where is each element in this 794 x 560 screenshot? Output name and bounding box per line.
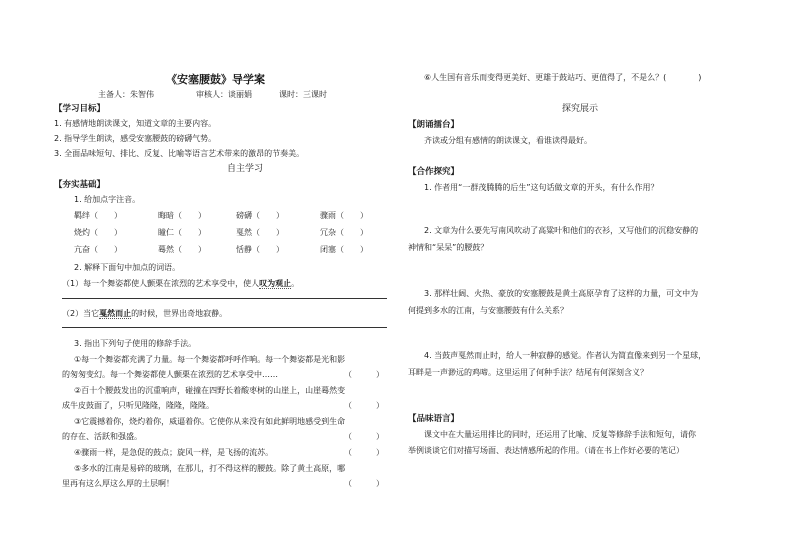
objective-item: 2. 指导学生朗读，感受安塞腰鼓的磅礴气势。	[54, 134, 217, 143]
explain-item-1-pre: （1）每一个舞姿都使人颤栗在浓烈的艺术享受中，使人	[62, 279, 260, 288]
language-text-cont: 举例谈谈它们对描写场面、表达情感所起的作用。（请在书上作好必要的笔记）	[408, 446, 684, 455]
reading-heading: 【朗诵擂台】	[408, 120, 460, 130]
cooperation-question-1: 1. 作者用“一群茂腾腾的后生”这句话做文章的开头，有什么作用？	[424, 183, 659, 192]
rhetoric-sentence-5-cont: 里再有这么厚这么厚的土层啊！	[62, 479, 174, 488]
author-label: 主备人：朱智伟	[98, 90, 154, 99]
pinyin-item: 骤雨（ ）	[320, 211, 368, 220]
rhetoric-sentence-4: ④骤雨一样，是急促的鼓点；旋风一样，是飞扬的流苏。	[74, 448, 274, 457]
explain-item-2-post: 的时候，世界出奇地寂静。	[131, 309, 228, 318]
explain-item-1	[62, 280, 299, 288]
cooperation-question-2-cont: 神情和“呆呆”的腰鼓？	[408, 243, 489, 252]
pinyin-item: 蓦然（ ）	[158, 245, 206, 254]
pinyin-item: 瞳仁（ ）	[158, 228, 206, 237]
objective-item: 3. 全面品味短句、排比、反复、比喻等语言艺术带来的激昂的节奏美。	[54, 149, 305, 158]
pinyin-item: 磅礴（ ）	[236, 211, 284, 220]
pinyin-item: 羁绊（ ）	[74, 211, 122, 220]
pinyin-item: 恬静（ ）	[236, 245, 284, 254]
basics-heading: 【夯实基础】	[54, 180, 106, 190]
rhetoric-sentence-3: ③它震撼着你，烧灼着你，威逼着你。它使你从来没有如此鲜明地感受到生命	[74, 417, 346, 426]
answer-line	[62, 298, 387, 299]
reading-text: 齐读或分组有感情的朗读课文，看谁读得最好。	[424, 136, 592, 145]
explain-item-1-keyword: 叹为观止	[259, 279, 292, 288]
rhetoric-sentence-3-cont: 的存在、活跃和强盛。	[62, 432, 142, 441]
document-title: 《安塞腰鼓》导学案	[166, 73, 265, 86]
answer-paren: （ ）	[344, 448, 384, 457]
self-study-heading: 自主学习	[227, 164, 264, 174]
rhetoric-sentence-2: ②百十个腰鼓发出的沉重响声，碰撞在四野长着酸枣树的山崖上，山崖蓦然变	[74, 386, 346, 395]
explore-heading: 探究展示	[562, 104, 599, 114]
language-text: 课文中在大量运用排比的同时，还运用了比喻、反复等修辞手法和短句，请你	[424, 430, 696, 439]
hours-label: 课时：三课时	[279, 90, 327, 99]
pinyin-item: 戛然（ ）	[236, 228, 284, 237]
cooperation-question-3-cont: 何提到多水的江南，与安塞腰鼓有什么关系？	[408, 306, 568, 315]
explain-item-2-pre: （2）当它	[62, 309, 100, 318]
explain-item-2-keyword: 戛然而止	[99, 309, 132, 318]
pinyin-item: 亢奋（ ）	[74, 245, 122, 254]
rhetoric-sentence-1-cont: 的匆匆变幻。每一个舞姿都使人颤栗在浓烈的艺术享受中……	[62, 370, 278, 379]
explain-item-1-post: 。	[291, 279, 300, 288]
cooperation-question-2: 2. 文章为什么要先写南风吹动了高粱叶和他们的衣衫，又写他们的沉稳安静的	[424, 226, 699, 235]
explain-question: 2. 解释下面句中加点的词语。	[74, 263, 181, 272]
reviewer-label: 审核人：谈丽娟	[196, 90, 252, 99]
objective-item: 1. 有感情地朗读课文，知道文章的主要内容。	[54, 119, 217, 128]
pinyin-item: 烧灼（ ）	[74, 228, 122, 237]
cooperation-question-4-cont: 耳畔是一声渺远的鸡啼。这里运用了何种手法？结尾有何深刻含义？	[408, 368, 648, 377]
rhetoric-sentence-2-cont: 成牛皮鼓面了，只听见隆隆，隆隆，隆隆。	[62, 401, 214, 410]
language-heading: 【品味语言】	[408, 414, 460, 424]
pinyin-item: 闭塞（ ）	[320, 245, 368, 254]
pinyin-item: 晦暗（ ）	[158, 211, 206, 220]
cooperation-question-4: 4. 当鼓声戛然而止时，给人一种寂静的感觉。作者认为简直像来到另一个星球，	[424, 351, 707, 360]
answer-paren: （ ）	[344, 432, 384, 441]
explain-item-2	[62, 310, 227, 318]
rhetoric-question: 3. 指出下列句子使用的修辞手法。	[74, 339, 197, 348]
rhetoric-sentence-6: ⑥人生国有音乐而变得更美好、更雄于鼓站巧、更值得了，不是么？( )	[424, 73, 702, 82]
rhetoric-sentence-1: ①每一个舞姿都充满了力量。每一个舞姿都呼呼作响。每一个舞姿都是光和影	[74, 355, 346, 364]
answer-paren: （ ）	[344, 370, 384, 379]
pinyin-item: 冗杂（ ）	[320, 228, 368, 237]
answer-paren: （ ）	[344, 401, 384, 410]
cooperation-question-3: 3. 那样壮阔、火热、豪放的安塞腰鼓是黄土高原孕育了这样的力量，可文中为	[424, 289, 699, 298]
pinyin-question: 1. 给加点字注音。	[74, 195, 141, 204]
rhetoric-sentence-5: ⑤多水的江南是易碎的玻璃，在那儿，打不得这样的腰鼓。除了黄土高原，哪	[74, 464, 346, 473]
answer-line	[62, 327, 387, 328]
cooperation-heading: 【合作探究】	[408, 167, 460, 177]
objectives-heading: 【学习目标】	[54, 104, 106, 114]
answer-paren: （ ）	[344, 479, 384, 488]
